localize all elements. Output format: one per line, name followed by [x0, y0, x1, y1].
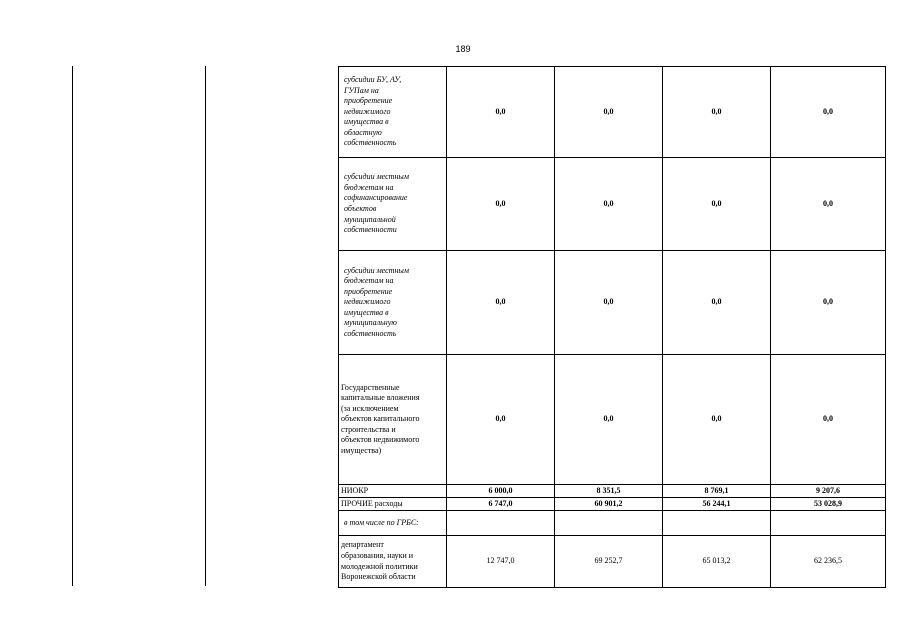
row-label-line: бюджетам на: [344, 276, 394, 286]
table-row: [339, 485, 886, 498]
row-label-line: субсидии местным: [344, 265, 409, 275]
value-cell: 0,0: [447, 158, 555, 251]
value-cell: 0,0: [447, 355, 555, 485]
value-cell: 0,0: [771, 67, 886, 158]
row-label-line: капитальные вложения: [341, 393, 420, 403]
row-label-line: в том числе по ГРБС:: [344, 517, 419, 527]
value-cell: 0,0: [663, 355, 771, 485]
value-cell: 0,0: [771, 355, 886, 485]
row-label-line: софинансирование: [344, 193, 408, 203]
row-label-line: объектов недвижимого: [341, 435, 420, 445]
row-label-line: объектов капитального: [341, 414, 420, 424]
row-label-line: имущества в: [344, 117, 389, 127]
row-label: [339, 485, 447, 498]
value-cell: 60 901,2: [555, 498, 663, 511]
value-cell: 0,0: [663, 158, 771, 251]
value-cell: 0,0: [447, 67, 555, 158]
value-cell: 8 769,1: [663, 485, 771, 498]
row-label: [339, 355, 447, 485]
budget-table: [338, 66, 886, 588]
row-label-line: образования, науки и: [341, 550, 414, 560]
row-label-line: имущества): [341, 445, 382, 455]
row-label-line: Воронежской области: [341, 572, 416, 582]
value-cell: [663, 511, 771, 536]
table-row: [339, 536, 886, 588]
value-cell: 53 028,9: [771, 498, 886, 511]
row-label-line: областную: [344, 127, 382, 137]
row-label-line: недвижимого: [344, 106, 391, 116]
row-label-line: недвижимого: [344, 297, 391, 307]
row-label-line: строительства и: [341, 424, 396, 434]
row-label-line: НИОКР: [341, 485, 369, 495]
value-cell: 0,0: [555, 251, 663, 355]
row-label: [339, 498, 447, 511]
row-label-line: Государственные: [341, 382, 400, 392]
row-label-line: собственности: [344, 225, 397, 235]
row-label-line: ГУПам на: [344, 85, 379, 95]
value-cell: 9 207,6: [771, 485, 886, 498]
row-label-line: приобретение: [344, 96, 393, 106]
value-cell: 6 747,0: [447, 498, 555, 511]
value-cell: 56 244,1: [663, 498, 771, 511]
second-column-border: [205, 66, 206, 586]
value-cell: 0,0: [555, 67, 663, 158]
table-row: [339, 498, 886, 511]
row-label: [339, 67, 447, 158]
value-cell: [771, 511, 886, 536]
value-cell: 12 747,0: [447, 536, 555, 588]
row-label-line: департамент: [341, 540, 384, 550]
value-cell: 0,0: [555, 158, 663, 251]
table-row: [339, 251, 886, 355]
row-label: [339, 536, 447, 588]
value-cell: 65 013,2: [663, 536, 771, 588]
value-cell: 6 000,0: [447, 485, 555, 498]
value-cell: 0,0: [771, 158, 886, 251]
row-label-line: муниципальной: [344, 214, 396, 224]
row-label: [339, 511, 447, 536]
value-cell: 62 236,5: [771, 536, 886, 588]
row-label-line: ПРОЧИЕ расходы: [341, 498, 403, 508]
value-cell: [555, 511, 663, 536]
row-label-line: молодежной политики: [341, 561, 418, 571]
row-label-line: бюджетам на: [344, 182, 394, 192]
left-column-border: [72, 66, 73, 586]
table-row: [339, 158, 886, 251]
value-cell: [447, 511, 555, 536]
table-row: [339, 67, 886, 158]
value-cell: 0,0: [555, 355, 663, 485]
value-cell: 0,0: [663, 251, 771, 355]
row-label: [339, 158, 447, 251]
value-cell: 69 252,7: [555, 536, 663, 588]
row-label-line: приобретение: [344, 286, 393, 296]
row-label-line: объектов: [344, 204, 377, 213]
row-label-line: собственность: [344, 138, 397, 148]
page-number: 189: [455, 44, 471, 54]
row-label: [339, 251, 447, 355]
budget-table-body: [339, 67, 886, 588]
value-cell: 8 351,5: [555, 485, 663, 498]
value-cell: 0,0: [771, 251, 886, 355]
row-label-line: имущества в: [344, 307, 389, 317]
value-cell: 0,0: [447, 251, 555, 355]
row-label-line: муниципальную: [344, 318, 397, 328]
table-row: [339, 511, 886, 536]
row-label-line: (за исключением: [341, 403, 399, 413]
row-label-line: субсидии местным: [344, 172, 409, 182]
value-cell: 0,0: [663, 67, 771, 158]
table-row: [339, 355, 886, 485]
row-label-line: собственность: [344, 328, 397, 338]
row-label-line: субсидии БУ, АУ,: [344, 75, 402, 85]
